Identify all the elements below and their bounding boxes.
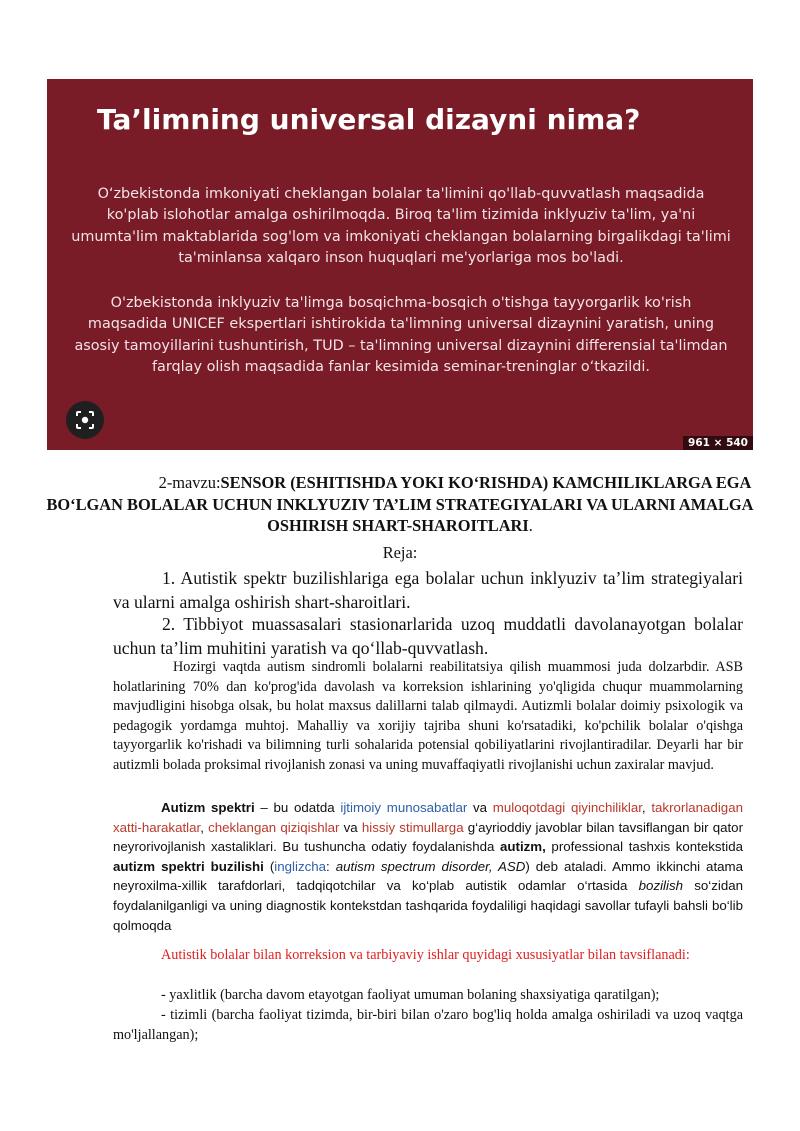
text-run: so‘zidan foydalanilganligi va uning diagnostik kontekstdan tashqarida foydaliligi haqidagi savollar tufayli bahsli bo‘lib qolmoqda <box>113 878 744 933</box>
link-restricted-interests[interactable]: cheklangan qiziqishlar <box>208 819 340 835</box>
term-asd: autizm spektri buzilishi <box>113 858 264 874</box>
term-autism-spectrum: Autizm spektri <box>161 800 255 815</box>
text-run: – bu odatda <box>254 800 341 815</box>
paragraph-autism-spectrum <box>113 798 743 935</box>
paragraph-correction-features: Autistik bolalar bilan korreksion va tarbiyaviy ishlar quyidagi xususiyatlar bilan tavsiflanadi: <box>161 947 690 963</box>
list-item-integrity: - yaxlitlik (barcha davom etayotgan faoliyat umuman bolaning shaxsiyatiga qaratilgan); <box>161 987 660 1003</box>
link-english[interactable]: inglizcha <box>274 858 327 874</box>
term-english-name: autism spectrum disorder, ASD <box>335 858 526 874</box>
text-run: g‘ayrioddiy javoblar bilan tavsiflangan bir qator neyrorivojlanish xastaliklari. Bu tushuncha odatiy foydalanishda <box>113 819 743 855</box>
lens-search-icon[interactable] <box>66 401 104 439</box>
banner-title: Ta’limning universal dizayni nima? <box>97 103 641 136</box>
plan-item-2: 2. Tibbiyot muassasalari stasionarlarida uzoq muddatli davolanayotgan bolalar uchun ta’lim muhitini yaratish va qo‘llab-quvvatlash. <box>113 614 743 658</box>
list-item-systematic: - tizimli (barcha faoliyat tizimda, bir-biri bilan o'zaro bog'liq holda amalga oshiriladi va uzoq vaqtga mo'ljallangan); <box>113 1007 743 1043</box>
text-run: va <box>467 800 493 815</box>
link-sensory-stimuli[interactable]: hissiy stimullarga <box>361 819 464 835</box>
text-run: , <box>200 819 209 835</box>
link-social-relations[interactable]: ijtimoiy munosabatlar <box>340 800 468 815</box>
banner-paragraph-2: O'zbekistonda inklyuziv ta'limga bosqichma-bosqich o'tishga tayyorgarlik ko'rish maqsadida UNICEF ekspertlari ishtirokida ta'limning universal dizaynini yaratish, uning asosiy tamoyillarini tushuntirish, TUD – ta'limning universal dizaynini differensial ta'limdan farqlay olish maqsadida fanlar kesimida seminar-treninglar o‘tkazildi. <box>74 295 728 376</box>
link-communication-difficulties[interactable]: muloqotdagi qiyinchiliklar <box>492 800 642 815</box>
term-autism: autizm, <box>500 839 546 855</box>
topic-title-end: . <box>528 516 533 535</box>
topic-heading <box>30 472 770 537</box>
link-repetitive-behaviors[interactable]: takrorlanadigan xatti-harakatlar <box>113 800 743 835</box>
text-run: ( <box>263 858 275 874</box>
text-run: : <box>326 858 336 874</box>
text-run: professional tashxis kontekstida <box>545 839 743 855</box>
image-size-badge: 961 × 540 <box>683 436 753 450</box>
paragraph-autism-rehabilitation: Hozirgi vaqtda autism sindromli bolalarni reabilitatsiya qilish muammosi juda dolzarbdir. ASB holatlarining 70% dan ko'prog'ida davolash va korreksion ishlarining yo'qligida chuqur muammolarning mavjudligini hisobga olsak, bu holat maxsus dalillarni talab qilmaydi. Autizmli bolalar doimiy psixologik va pedagogik yordamga muhtoj. Mahalliy va xorijiy tajriba shuni ko'rsatadiki, ko'pchilik bolalar o'qishga tayyorgarlik ko'rishadi va bilimning turli sohalarida potensial qobiliyatlarini rivojlantiradilar. Deyarli har bir autizmli bolada proksimal rivojlanish zonasi va uning muvaffaqiyatli rivojlanishi uchun zaxiralar mavjud. <box>113 659 743 773</box>
plan-item-1: 1. Autistik spektr buzilishlariga ega bolalar uchun inklyuziv ta’lim strategiyalari va ularni amalga oshirish shart-sharoitlari. <box>113 568 743 612</box>
topic-title: SENSOR (ESHITISHDA YOKI KO‘RISHDA) KAMCHILIKLARGA EGA BO‘LGAN BOLALAR UCHUN INKLYUZIV TA’LIM STRATEGIYALARI VA ULARNI AMALGA OSHIRISH SHART-SHAROITLARI <box>46 473 754 535</box>
plan-label: Reja: <box>382 543 418 562</box>
term-bozilish: bozilish <box>638 878 684 894</box>
banner-paragraph-1: O‘zbekistonda imkoniyati cheklangan bolalar ta'limini qo'llab-quvvatlash maqsadida ko'plab islohotlar amalga oshirilmoqda. Biroq ta'lim tizimida inklyuziv ta'lim, ya'ni umumta'lim maktablarida sog'lom va imkoniyati cheklangan bolalarning birgalikdagi ta'limi ta'minlansa xalqaro inson huquqlari me'yorlariga mos bo'ladi. <box>71 186 731 267</box>
banner-image <box>47 79 753 450</box>
topic-number: 2-mavzu: <box>158 473 221 492</box>
text-run: va <box>339 819 362 835</box>
text-run: , <box>641 800 652 815</box>
text-run: ) deb ataladi. Ammo ikkinchi atama neyroxilma-xillik tarafdorlari, tadqiqotchilar va ko‘plab autistik odamlar o‘rtasida <box>113 858 744 894</box>
